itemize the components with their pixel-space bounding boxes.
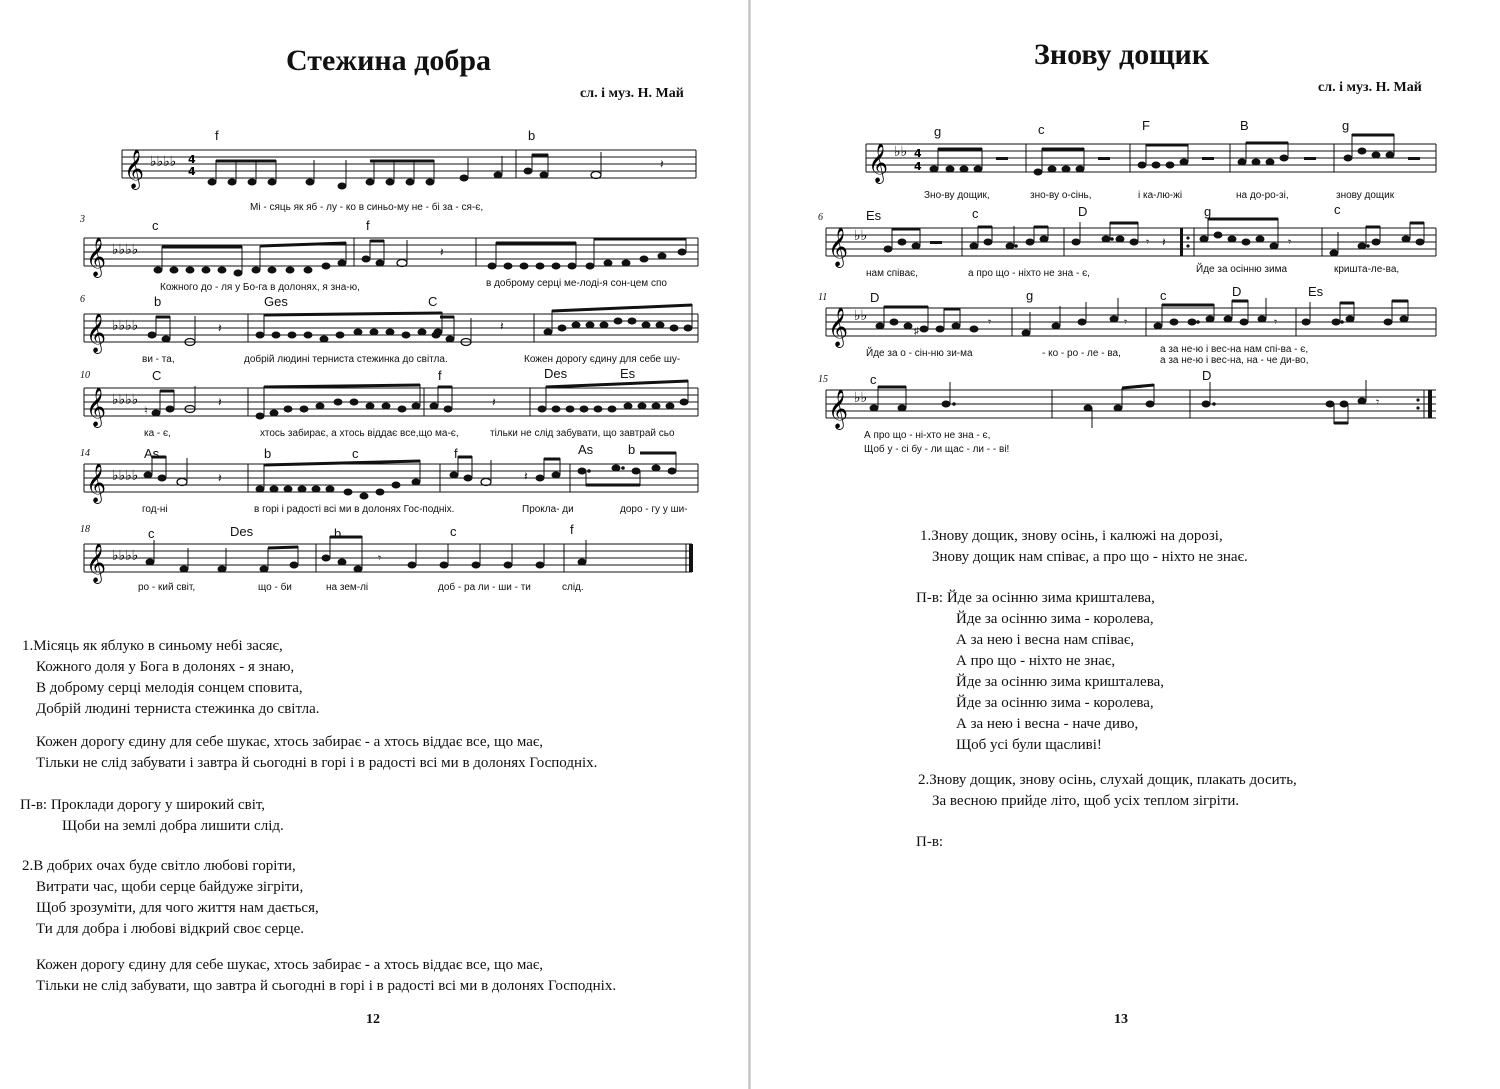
chorus-block [20,795,284,837]
svg-text:4: 4 [914,160,922,173]
key-signature: ♭♭ [894,144,908,160]
lyric-line: тільки не слід забувати, що завтрай сьо [490,428,675,439]
svg-text:𝄽: 𝄽 [660,157,664,171]
lyric-line: на зем-лі [326,582,369,593]
measure-number: 6 [818,212,823,223]
staff-system [852,118,1452,204]
chord-symbol: c [352,446,359,461]
verse-line: Кожен дорогу єдину для себе шукає, хтось забирає - а хтось віддає все, що має, [36,734,544,750]
lyric-line: - ко - ро - ле - ва, [1042,348,1121,359]
chord-symbol: Des [544,366,568,381]
lyric-line: добрій людині терниста стежинка до світла. [244,354,448,365]
chord-symbol: D [1232,284,1242,299]
svg-text:𝄽: 𝄽 [218,321,222,335]
right-page [752,0,1500,1089]
lyric-line: нам співає, [866,268,919,279]
treble-clef: 𝄞 [868,143,889,183]
lyric-line: Кожен дорогу єдину для себе шу- [524,354,681,365]
lyric-line: в доброму серці ме-лоді-я сон-цем спо [486,278,667,289]
page-number: 12 [366,1012,380,1027]
svg-text:𝄾: 𝄾 [1376,395,1380,409]
key-signature: ♭♭♭♭ [112,318,139,334]
verse-line: Знову дощик нам співає, а про що - ніхто не знає. [932,549,1248,565]
song-author: сл. і муз. Н. Май [1318,80,1422,95]
chord-symbol: D [870,290,880,305]
svg-text:𝄾: 𝄾 [1146,235,1150,249]
chord-symbol: As [578,442,594,457]
key-signature: ♭♭♭♭ [112,392,139,408]
treble-clef: 𝄞 [828,389,849,429]
svg-text:𝄾: 𝄾 [1124,315,1128,329]
verse-line: А за нею і весна нам співає, [956,632,1135,648]
measure-number: 6 [80,294,85,305]
verse-line: Ти для добра і любові відкрий своє серце. [36,921,304,937]
verse-line: Щоб усі були щасливі! [956,737,1102,753]
verse-block [920,526,1248,568]
lyric-line: на до-ро-зі, [1236,190,1289,201]
measure-number: 14 [80,448,90,459]
verse-line: За весною прийде літо, щоб усіх теплом зігріти. [932,793,1240,809]
chord-symbol: f [454,446,458,461]
verse-line: 2.Знову дощик, знову осінь, слухай дощик, плакать досить, [918,772,1297,788]
lyric-line: А про що - ні-хто не зна - є, [864,430,991,441]
chord-symbol: B [1240,118,1249,133]
treble-clef: 𝄞 [86,387,107,427]
chord-symbol: c [1160,288,1167,303]
left-page [0,0,748,1089]
key-signature: ♭♭♭♭ [112,242,139,258]
verse-line: В доброму серці мелодія сонцем сповита, [36,680,303,696]
staff-system [816,366,1456,458]
svg-text:4: 4 [188,165,196,178]
lyric-line: а за не-ю і вес-на, на - че ди-во, [1160,355,1309,366]
lyric-line: год-ні [142,504,168,515]
lyric-line: доб - ра ли - ши - ти [438,582,531,593]
chord-symbol: g [934,124,942,139]
time-signature: 4 [188,153,196,166]
treble-clef: 𝄞 [86,543,107,583]
staff-system [72,518,722,598]
lyric-line: зно-ву о-сінь, [1030,190,1092,201]
verse-block [918,770,1297,812]
staff-system [72,362,722,444]
chord-symbol: Es [1308,284,1324,299]
verse-line: 1.Місяць як яблуко в синьому небі засяє, [22,638,283,654]
lyric-line: Прокла- ди [522,504,574,515]
time-signature: 4 [914,147,922,160]
measure-number: 3 [80,214,85,225]
final-barline [689,544,693,572]
svg-text:♯: ♯ [914,326,919,337]
lyric-line: що - би [258,582,292,593]
verse-line: Щоб зрозуміти, для чого життя нам дається, [36,900,319,916]
chord-symbol: c [148,526,155,541]
lyric-line: а за не-ю і вес-на нам спі-ва - є, [1160,344,1309,355]
lyric-line: Кожного до - ля у Бо-га в долонях, я зна-ю, [160,282,360,293]
verse-line: 1.Знову дощик, знову осінь, і калюжі на дорозі, [920,528,1223,544]
verse-line: А про що - ніхто не знає, [956,653,1116,669]
chord-symbol: F [1142,118,1150,133]
chord-symbol: c [870,372,877,387]
staff-system [100,122,720,214]
chord-symbol: D [1202,368,1212,383]
staff-lines [122,150,696,178]
lyric-line: ви - та, [142,354,175,365]
chord-symbol: c [1038,122,1045,137]
chord-symbol: g [1026,288,1034,303]
staff-system [72,290,722,372]
chord-symbol: f [570,522,574,537]
staff-system [72,440,722,520]
measure-number: 18 [80,524,90,535]
svg-text:𝄽: 𝄽 [524,469,528,483]
svg-text:𝄾: 𝄾 [988,315,992,329]
verse-block [22,856,319,940]
lyric-line: ро - кий світ, [138,582,196,593]
svg-text:𝄽: 𝄽 [218,395,222,409]
verse-block [36,955,616,997]
lyric-line: знову дощик [1336,190,1395,201]
chord-symbol: g [1204,204,1212,219]
chord-symbol: f [438,368,442,383]
treble-clef: 𝄞 [828,307,849,347]
verse-line: Добрій людині терниста стежинка до світла. [36,701,320,717]
chorus-reference [916,832,943,853]
lyric-line: Йде за осінню зима [1196,264,1288,275]
lyric-line: Йде за о - сін-ню зи-ма [866,348,973,359]
svg-text:𝄽: 𝄽 [440,245,444,259]
treble-clef: 𝄞 [828,227,849,267]
measure-number: 11 [818,292,828,303]
chord-symbol: b [628,442,636,457]
verse-line: П-в: Проклади дорогу у широкий світ, [20,797,266,813]
verse-line: Кожен дорогу єдину для себе шукає, хтось забирає - а хтось віддає все, що має, [36,957,544,973]
verse-block [22,636,320,720]
measure-number: 15 [818,374,828,385]
lyric-line: Щоб у - сі бу - ли щас - ли - - ві! [864,444,1010,455]
lyric-line: хтось забирає, а хтось віддає все,що ма-є, [260,428,459,439]
chord-symbol: c [152,218,159,233]
chord-symbol: f [215,128,219,143]
staff-system [816,284,1456,368]
chord-symbol: b [334,526,342,541]
staff-system [816,204,1456,286]
verse-line: Кожного доля у Бога в долонях - я знаю, [36,659,295,675]
treble-clef: 𝄞 [124,149,145,189]
song-title: Знову дощик [1034,38,1210,71]
verse-line: А за нею і весна - наче диво, [956,716,1139,732]
song-title: Стежина добра [286,44,492,77]
chord-symbol: As [144,446,160,461]
chord-symbol: c [450,524,457,539]
svg-text:𝄽: 𝄽 [1162,235,1166,249]
repeat-end-barline [1428,390,1432,418]
svg-text:♮: ♮ [144,405,148,417]
verse-line: Тільки не слід забувати, що завтра й сьогодні в горі і в радості всі ми в долонях Господніх. [36,978,617,994]
lyric-line: а про що - ніхто не зна - є, [968,268,1090,279]
verse-line: Щоби на землі добра лишити слід. [62,818,284,834]
chord-symbol: b [528,128,536,143]
verse-line: Йде за осінню зима - королева, [956,695,1154,711]
verse-line: Йде за осінню зима - королева, [956,611,1154,627]
verse-line: П-в: [916,834,944,850]
treble-clef: 𝄞 [86,463,107,503]
chord-symbol: C [428,294,438,309]
verse-line: Витрати час, щоби серце байдуже зігріти, [36,879,304,895]
verse-line: Йде за осінню зима кришталева, [956,674,1164,690]
key-signature: ♭♭ [854,390,868,406]
chorus-block [916,588,1164,756]
chord-symbol: b [154,294,162,309]
lyric-line: і ка-лю-жі [1138,190,1183,201]
book-gutter [748,0,751,1089]
key-signature: ♭♭♭♭ [112,468,139,484]
chord-symbol: c [972,206,979,221]
chord-symbol: Es [866,208,882,223]
chord-symbol: Des [230,524,254,539]
chord-symbol: D [1078,204,1088,219]
verse-line: Тільки не слід забувати і завтра й сьогодні в горі і в радості всі ми в долонях Господніх. [36,755,598,771]
lyric-line: Мі - сяць як яб - лу - ко в синьо-му не - бі за - ся-є, [250,202,484,213]
svg-text:𝄽: 𝄽 [500,319,504,333]
staff-system [72,212,722,292]
verse-block [36,732,597,774]
lyric-line: в горі і радості всі ми в долонях Гос-подніх. [254,504,455,515]
chord-symbol: g [1342,118,1350,133]
key-signature: ♭♭♭♭ [112,548,139,564]
page-number: 13 [1114,1012,1128,1027]
lyric-line: слід. [562,582,584,593]
lyric-line: Зно-ву дощик, [924,190,990,201]
chord-symbol: c [1334,202,1341,217]
chord-symbol: b [264,446,272,461]
key-signature: ♭♭ [854,228,868,244]
treble-clef: 𝄞 [86,237,107,277]
key-signature: ♭♭ [854,308,868,324]
lyric-line: кришта-ле-ва, [1334,264,1400,275]
lyric-line: ка - є, [144,428,171,439]
measure-number: 10 [80,370,90,381]
song-author: сл. і муз. Н. Май [580,86,684,101]
svg-text:𝄾: 𝄾 [1274,315,1278,329]
chord-symbol: Es [620,366,636,381]
verse-line: 2.В добрих очах буде світло любові горіти, [22,858,296,874]
svg-text:𝄾: 𝄾 [378,551,382,565]
verse-line: П-в: Йде за осінню зима кришталева, [916,590,1155,606]
treble-clef: 𝄞 [86,313,107,353]
svg-text:𝄽: 𝄽 [492,395,496,409]
chord-symbol: Ges [264,294,288,309]
svg-text:𝄽: 𝄽 [218,471,222,485]
key-signature: ♭♭♭♭ [150,154,177,170]
chord-symbol: C [152,368,162,383]
repeat-barline [1180,228,1183,256]
svg-text:𝄾: 𝄾 [1288,235,1292,249]
lyric-line: доро - гу у ши- [620,504,688,515]
chord-symbol: f [366,218,370,233]
